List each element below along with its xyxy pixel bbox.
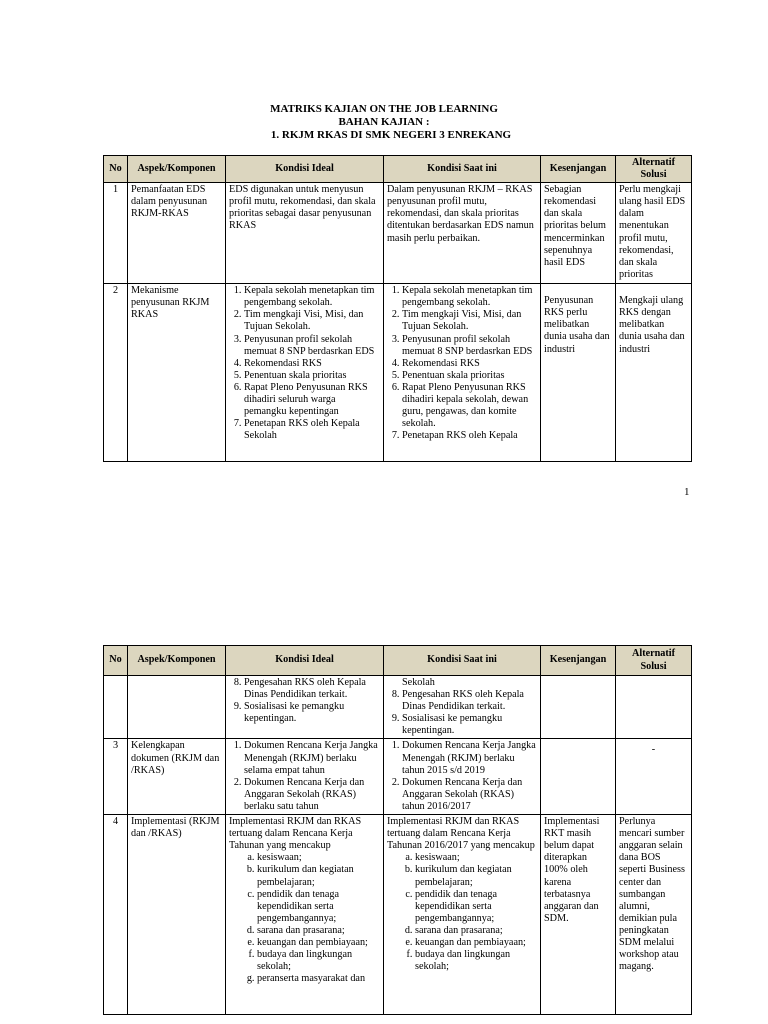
- list-item: d. sarana dan prasarana;: [257, 925, 380, 937]
- row-kesenjangan: [541, 676, 616, 739]
- list-item: 7. Penetapan RKS oleh Kepala: [402, 430, 537, 442]
- matrix-table-page2: [103, 645, 692, 1015]
- row-kondisi-saat-ini: Dalam penyusunan RKJM – RKAS penyusunan profil mutu, rekomendasi, dan skala prioritas ditentukan berdasarkan EDS namun masih perlu perbaikan.: [384, 183, 541, 284]
- row-aspek: Implementasi (RKJM dan /RKAS): [128, 815, 226, 1015]
- list-item: 4. Rekomendasi RKS: [244, 358, 380, 370]
- list-item: g. peranserta masyarakat dan: [257, 973, 380, 985]
- list-item: e. keuangan dan pembiayaan;: [257, 937, 380, 949]
- row-kondisi-ideal: [226, 676, 384, 739]
- table-row: [104, 815, 692, 1015]
- row-kesenjangan: [541, 739, 616, 815]
- list-item: d. sarana dan prasarana;: [415, 925, 537, 937]
- row-aspek: Kelengkapan dokumen (RKJM dan /RKAS): [128, 739, 226, 815]
- kondisi-saat-ini-list: [387, 689, 537, 737]
- header-kondisi-ideal: Kondisi Ideal: [226, 156, 384, 183]
- kondisi-ideal-list: [229, 740, 380, 813]
- list-item: 3. Penyusunan profil sekolah memuat 8 SNP berdasrkan EDS: [402, 334, 537, 358]
- list-item: 8. Pengesahan RKS oleh Kepala Dinas Pendidikan terkait.: [402, 689, 537, 713]
- list-item: 2. Tim mengkaji Visi, Misi, dan Tujuan Sekolah.: [402, 309, 537, 333]
- table-row: [104, 183, 692, 284]
- list-item: c. pendidik dan tenaga kependidikan serta pengembangannya;: [257, 889, 380, 925]
- list-item: 2. Tim mengkaji Visi, Misi, dan Tujuan Sekolah.: [244, 309, 380, 333]
- table-row: [104, 739, 692, 815]
- doc-title-line3: 1. RKJM RKAS DI SMK NEGERI 3 ENREKANG: [270, 129, 512, 141]
- row-aspek: Pemanfaatan EDS dalam penyusunan RKJM-RKAS: [128, 183, 226, 284]
- list-item: 1. Dokumen Rencana Kerja Jangka Menengah (RKJM) berlaku selama empat tahun: [244, 740, 380, 776]
- table-row: [104, 676, 692, 739]
- row-alternatif: [616, 739, 692, 815]
- list-item: 1. Dokumen Rencana Kerja Jangka Menengah (RKJM) berlaku tahun 2015 s/d 2019: [402, 740, 537, 776]
- header-aspek: Aspek/Komponen: [128, 156, 226, 183]
- header-kondisi-saat-ini: Kondisi Saat ini: [384, 646, 541, 676]
- continued-text: Sekolah: [402, 677, 435, 688]
- list-item: 7. Penetapan RKS oleh Kepala Sekolah: [244, 418, 380, 442]
- header-kesenjangan: Kesenjangan: [541, 156, 616, 183]
- header-alternatif-solusi: Alternatif Solusi: [616, 646, 692, 676]
- kondisi-saat-ini-list: [387, 740, 537, 813]
- table-row: [104, 284, 692, 462]
- list-item: f. budaya dan lingkungan sekolah;: [257, 949, 380, 973]
- header-alternatif-solusi: Alternatif Solusi: [616, 156, 692, 183]
- header-no: No: [104, 156, 128, 183]
- list-item: a. kesiswaan;: [415, 852, 537, 864]
- table-header-row: [104, 156, 692, 183]
- kondisi-saat-ini-list: [387, 852, 537, 973]
- list-item: 8. Pengesahan RKS oleh Kepala Dinas Pendidikan terkait.: [244, 677, 380, 701]
- row-kondisi-saat-ini: [384, 815, 541, 1015]
- matrix-table-page1: [103, 155, 692, 462]
- kondisi-saat-ini-list: [387, 285, 537, 442]
- row-kondisi-saat-ini: [384, 676, 541, 739]
- row-kondisi-saat-ini: [384, 739, 541, 815]
- doc-title-line1: MATRIKS KAJIAN ON THE JOB LEARNING: [270, 103, 498, 115]
- header-no: No: [104, 646, 128, 676]
- kondisi-ideal-intro: Implementasi RKJM dan RKAS tertuang dalam Rencana Kerja Tahunan yang mencakup: [229, 816, 362, 852]
- row-no: [104, 676, 128, 739]
- row-no: 4: [104, 815, 128, 1015]
- row-no: 3: [104, 739, 128, 815]
- list-item: 5. Penentuan skala prioritas: [402, 370, 537, 382]
- header-kondisi-saat-ini: Kondisi Saat ini: [384, 156, 541, 183]
- row-kondisi-ideal: EDS digunakan untuk menyusun profil mutu, rekomendasi, dan skala prioritas sebagai dasar penyusunan RKAS: [226, 183, 384, 284]
- header-kesenjangan: Kesenjangan: [541, 646, 616, 676]
- list-item: 9. Sosialisasi ke pemangku kepentingan.: [244, 701, 380, 725]
- list-item: 9. Sosialisasi ke pemangku kepentingan.: [402, 713, 537, 737]
- row-alternatif: [616, 676, 692, 739]
- list-item: 1. Kepala sekolah menetapkan tim pengembang sekolah.: [402, 285, 537, 309]
- row-kesenjangan: Sebagian rekomendasi dan skala prioritas belum mencerminkan sepenuhnya hasil EDS: [541, 183, 616, 284]
- row-kondisi-ideal: [226, 739, 384, 815]
- list-item: 3. Penyusunan profil sekolah memuat 8 SNP berdasrkan EDS: [244, 334, 380, 358]
- header-kondisi-ideal: Kondisi Ideal: [226, 646, 384, 676]
- header-aspek: Aspek/Komponen: [128, 646, 226, 676]
- list-item: b. kurikulum dan kegiatan pembelajaran;: [415, 864, 537, 888]
- kondisi-ideal-list: [229, 852, 380, 985]
- row-kondisi-saat-ini: [384, 284, 541, 462]
- alternatif-text: -: [651, 744, 656, 756]
- list-item: a. kesiswaan;: [257, 852, 380, 864]
- list-item: c. pendidik dan tenaga kependidikan serta pengembangannya;: [415, 889, 537, 925]
- row-aspek: [128, 676, 226, 739]
- list-item: b. kurikulum dan kegiatan pembelajaran;: [257, 864, 380, 888]
- row-kesenjangan: Implementasi RKT masih belum dapat diterapkan 100% oleh karena terbatasnya anggaran dan SDM.: [541, 815, 616, 1015]
- list-item: 6. Rapat Pleno Penyusunan RKS dihadiri seluruh warga pemangku kepentingan: [244, 382, 380, 418]
- row-alternatif: Perlunya mencari sumber anggaran selain dana BOS seperti Business center dan sumbangan alumni, demikian pula peningkatan SDM melalui workshop atau magang.: [616, 815, 692, 1015]
- kesenjangan-text: Penyusunan RKS perlu melibatkan dunia usaha dan industri: [544, 295, 610, 355]
- row-kesenjangan: [541, 284, 616, 462]
- doc-title-line2: BAHAN KAJIAN :: [338, 116, 430, 128]
- page-number: 1: [684, 486, 690, 498]
- kondisi-ideal-list: [229, 677, 380, 725]
- list-item: 1. Kepala sekolah menetapkan tim pengembang sekolah.: [244, 285, 380, 309]
- row-aspek: Mekanisme penyusunan RKJM RKAS: [128, 284, 226, 462]
- list-item: e. keuangan dan pembiayaan;: [415, 937, 537, 949]
- table-header-row: [104, 646, 692, 676]
- row-no: 1: [104, 183, 128, 284]
- row-no: 2: [104, 284, 128, 462]
- row-alternatif: Perlu mengkaji ulang hasil EDS dalam menentukan profil mutu, rekomendasi, dan skala prioritas: [616, 183, 692, 284]
- list-item: 2. Dokumen Rencana Kerja dan Anggaran Sekolah (RKAS) tahun 2016/2017: [402, 777, 537, 813]
- row-kondisi-ideal: [226, 815, 384, 1015]
- list-item: f. budaya dan lingkungan sekolah;: [415, 949, 537, 973]
- kondisi-saat-ini-intro: Implementasi RKJM dan RKAS tertuang dalam Rencana Kerja Tahunan 2016/2017 yang mencakup: [387, 816, 535, 852]
- row-kondisi-ideal: [226, 284, 384, 462]
- alternatif-text: Mengkaji ulang RKS dengan melibatkan dunia usaha dan industri: [619, 295, 685, 355]
- kondisi-ideal-list: [229, 285, 380, 442]
- list-item: 5. Penentuan skala prioritas: [244, 370, 380, 382]
- list-item: 2. Dokumen Rencana Kerja dan Anggaran Sekolah (RKAS) berlaku satu tahun: [244, 777, 380, 813]
- row-alternatif: [616, 284, 692, 462]
- list-item: 6. Rapat Pleno Penyusunan RKS dihadiri kepala sekolah, dewan guru, pengawas, dan komite sekolah.: [402, 382, 537, 430]
- list-item: 4. Rekomendasi RKS: [402, 358, 537, 370]
